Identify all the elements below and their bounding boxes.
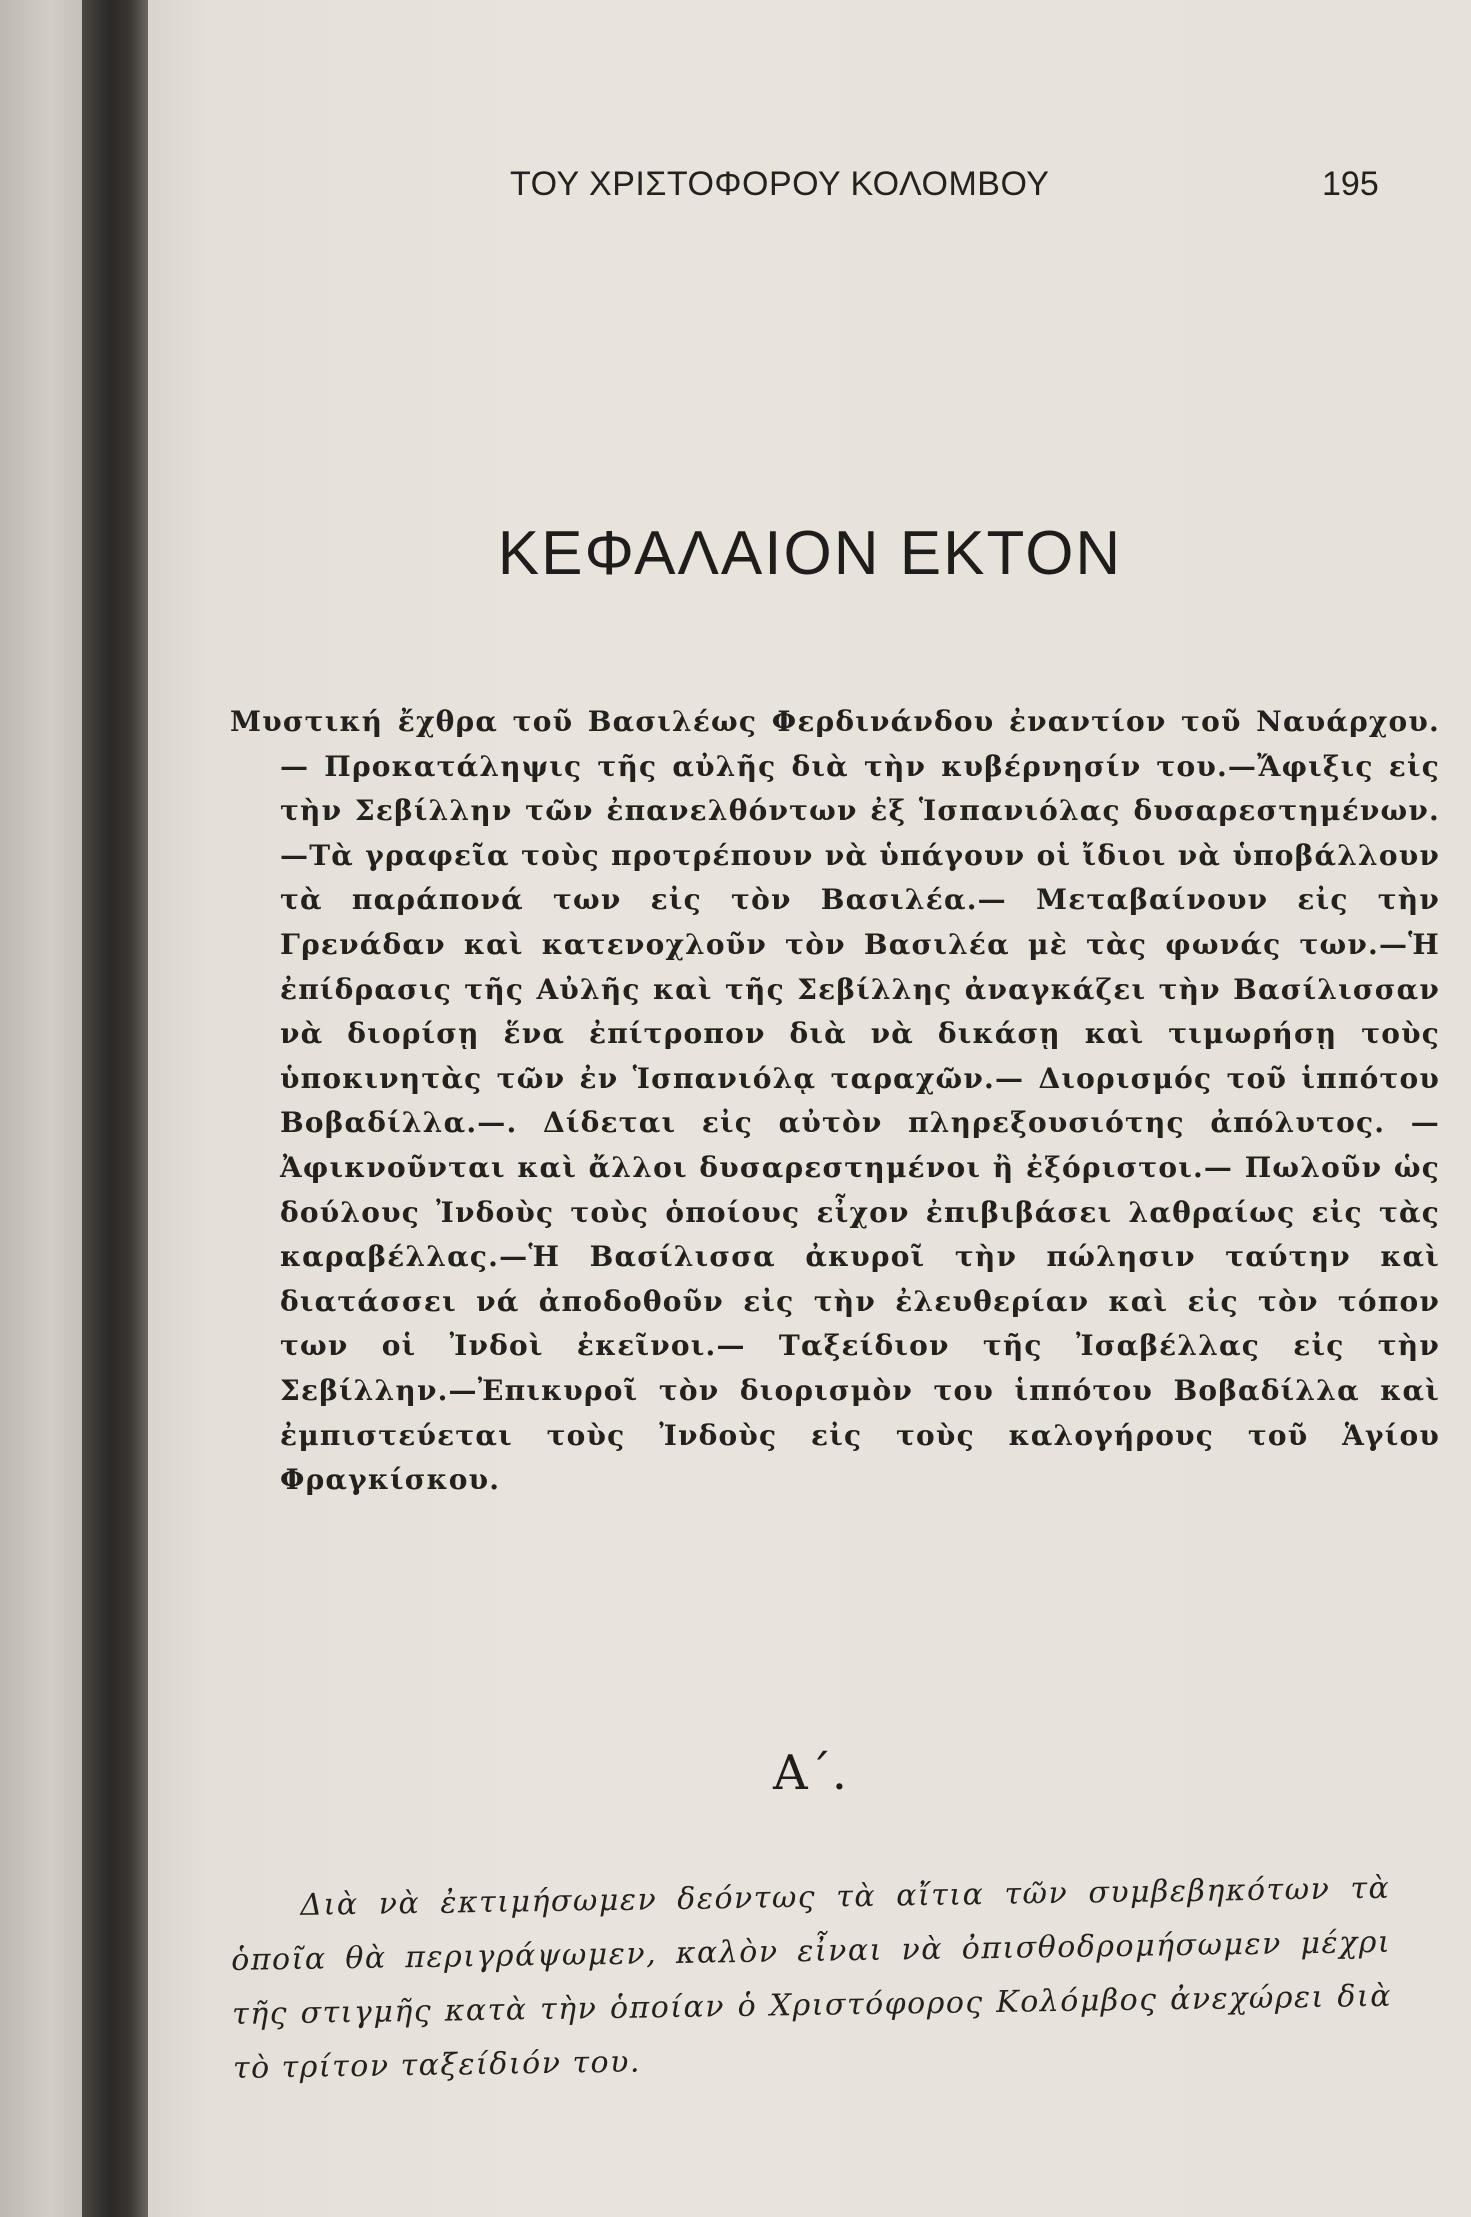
chapter-title: ΚΕΦΑΛΑΙΟΝ ΕΚΤΟΝ xyxy=(497,519,1123,588)
page-number: 195 xyxy=(1322,165,1379,203)
running-title: ΤΟΥ ΧΡΙΣΤΟΦΟΡΟΥ ΚΟΛΟΜΒΟΥ xyxy=(510,165,1050,203)
section-body-text: Διὰ νὰ ἐκτιμήσωμεν δεόντως τὰ αἴτια τῶν συμβεβηκότων τὰ ὁποῖα θὰ περιγράψωμεν, καλὸν εἶναι νὰ ὀπισθοδρομήσωμεν μέχρι τῆς στιγμῆς κατὰ τὴν ὁποίαν ὁ Χριστόφορος Κολόμβος ἀνεχώρει διὰ τὸ τρίτον ταξείδιόν του. xyxy=(230,1870,1393,2086)
book-spine-shadow xyxy=(82,0,148,2217)
chapter-summary: Μυστική ἔχθρα τοῦ Βασιλέως Φερδινάνδου ἐναντίον τοῦ Ναυάρχου.— Προκατάληψις τῆς αὐλῆς διὰ τὴν κυβέρνησίν του.—Ἄφιξις εἰς τὴν Σεβίλλην τῶν ἐπανελθόντων ἐξ Ἱσπανιόλας δυσαρεστημένων.—Τὰ γραφεῖα τοὺς προτρέπουν νὰ ὑπάγουν οἱ ἴδιοι νὰ ὑποβάλλουν τὰ παράπονά των εἰς τὸν Βασιλέα.— Μεταβαίνουν εἰς τὴν Γρενάδαν καὶ κατενοχλοῦν τὸν Βασιλέα μὲ τὰς φωνάς των.—Ἡ ἐπίδρασις τῆς Αὐλῆς καὶ τῆς Σεβίλλης ἀναγκάζει τὴν Βασίλισσαν νὰ διορίσῃ ἕνα ἐπίτροπον διὰ νὰ δικάσῃ καὶ τιμωρήσῃ τοὺς ὑποκινητὰς τῶν ἐν Ἱσπανιόλᾳ ταραχῶν.— Διορισμός τοῦ ἱππότου Βοβαδίλλα.—. Δίδεται εἰς αὐτὸν πληρεξουσιότης ἀπόλυτος. —Ἀφικνοῦνται καὶ ἄλλοι δυσαρεστημένοι ἢ ἐξόριστοι.— Πωλοῦν ὡς δούλους Ἰνδοὺς τοὺς ὁποίους εἶχον ἐπιβιβάσει λαθραίως εἰς τὰς καραβέλλας.—Ἡ Βασίλισσα ἀκυροῖ τὴν πώλησιν ταύτην καὶ διατάσσει νά ἀποδοθοῦν εἰς τὴν ἐλευθερίαν καὶ εἰς τὸν τόπον των οἱ Ἰνδοὶ ἐκεῖνοι.— Ταξείδιον τῆς Ἰσαβέλλας εἰς τὴν Σεβίλλην.—Ἐπικυροῖ τὸν διορισμὸν του ἱππότου Βοβαδίλλα καὶ ἐμπιστεύεται τοὺς Ἰνδοὺς εἰς τοὺς καλογήρους τοῦ Ἁγίου Φραγκίσκου. xyxy=(230,705,1440,1497)
facing-page-edge xyxy=(0,0,82,2217)
section-marker: Α΄. xyxy=(773,1745,847,1801)
